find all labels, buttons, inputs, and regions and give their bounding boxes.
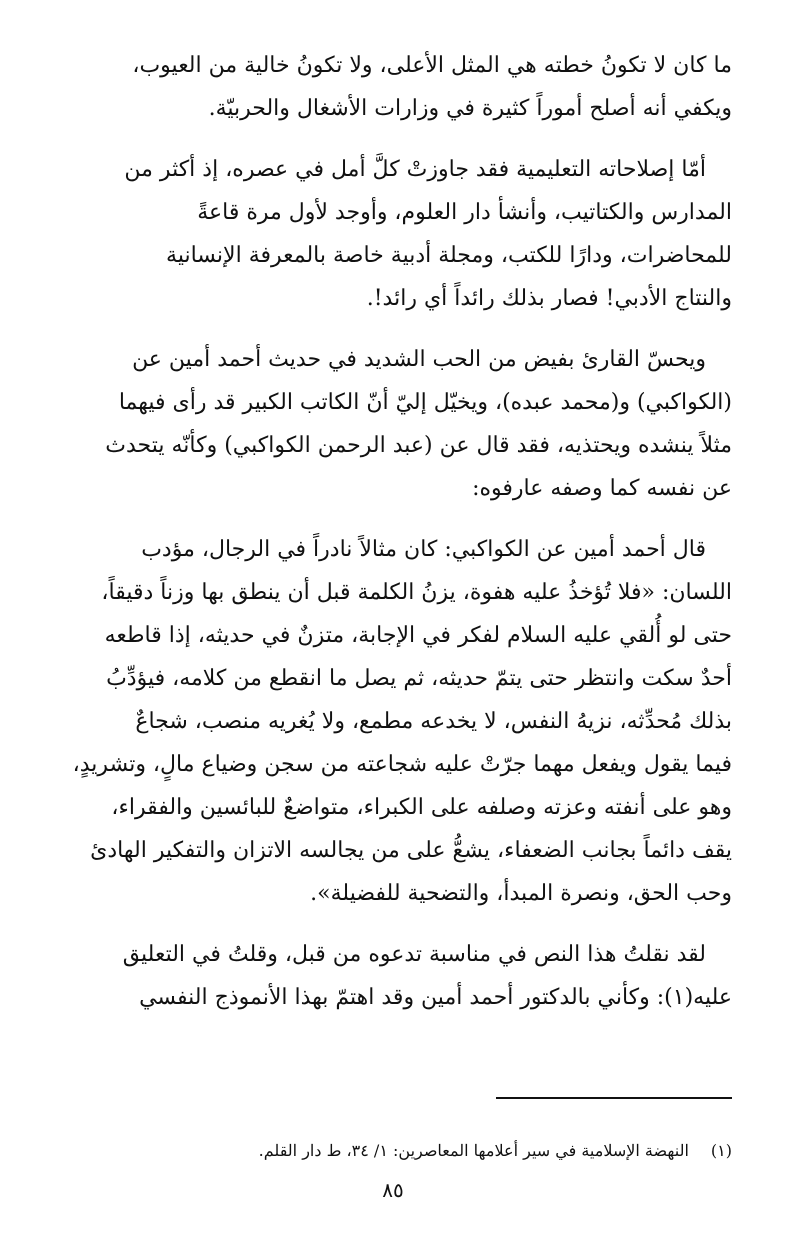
paragraph bbox=[54, 148, 732, 320]
text-line: مثلاً ينشده ويحتذيه، فقد قال عن (عبد الرحمن الكواكبي) وكأنّه يتحدث bbox=[105, 433, 732, 458]
text-line: أمّا إصلاحاته التعليمية فقد جاوزتْ كلَّ أمل في عصره، إذ أكثر من bbox=[124, 157, 706, 182]
footnote-number: (١) bbox=[710, 1141, 732, 1160]
text-line: (الكواكبي) و(محمد عبده)، ويخيّل إليّ أنّ الكاتب الكبير قد رأى فيهما bbox=[118, 390, 732, 415]
text-line: المدارس والكتاتيب، وأنشأ دار العلوم، وأوجد لأول مرة قاعةً bbox=[197, 200, 732, 225]
text-line: اللسان: «فلا تُؤخذُ عليه هفوة، يزنُ الكلمة قبل أن ينطق بها وزناً دقيقاً، bbox=[101, 580, 732, 605]
footnote-divider bbox=[496, 1097, 732, 1099]
text-line: للمحاضرات، ودارًا للكتب، ومجلة أدبية خاصة بالمعرفة الإنسانية bbox=[166, 243, 732, 268]
text-line: عليه(١): وكأني بالدكتور أحمد أمين وقد اهتمّ بهذا الأنموذج النفسي bbox=[139, 985, 732, 1010]
text-line: ويحسّ القارئ بفيض من الحب الشديد في حديث أحمد أمين عن bbox=[132, 347, 706, 372]
page-number: ٨٥ bbox=[382, 1178, 404, 1202]
footnote bbox=[54, 1137, 732, 1165]
text-line: وحب الحق، ونصرة المبدأ، والتضحية للفضيلة». bbox=[310, 881, 732, 906]
text-line: يقف دائماً بجانب الضعفاء، يشعُّ على من يجالسه الاتزان والتفكير الهادئ bbox=[90, 838, 732, 863]
text-line: عن نفسه كما وصفه عارفوه: bbox=[472, 476, 732, 501]
paragraph bbox=[54, 44, 732, 130]
text-line: قال أحمد أمين عن الكواكبي: كان مثالاً نادراً في الرجال، مؤدب bbox=[141, 537, 706, 562]
text-line: فيما يقول ويفعل مهما جرّتْ عليه شجاعته من سجن وضياع مالٍ، وتشريدٍ، bbox=[72, 752, 732, 777]
body-text bbox=[54, 44, 732, 1019]
text-line: ويكفي أنه أصلح أموراً كثيرة في وزارات الأشغال والحربيّة. bbox=[208, 96, 732, 121]
text-line: بذلك مُحدِّثه، نزيهُ النفس، لا يخدعه مطمع، ولا يُغريه منصب، شجاعٌ bbox=[135, 709, 732, 734]
text-line: والنتاج الأدبي! فصار بذلك رائداً أي رائد!. bbox=[366, 286, 732, 311]
text-line: لقد نقلتُ هذا النص في مناسبة تدعوه من قبل، وقلتُ في التعليق bbox=[122, 942, 706, 967]
paragraph bbox=[54, 933, 732, 1019]
text-line: وهو على أنفته وعزته وصلفه على الكبراء، متواضعٌ للبائسين والفقراء، bbox=[111, 795, 732, 820]
text-line: أحدٌ سكت وانتظر حتى يتمّ حديثه، ثم يصل ما انقطع من كلامه، فيؤدِّبُ bbox=[106, 666, 732, 691]
text-line: ما كان لا تكونُ خطته هي المثل الأعلى، ولا تكونُ خالية من العيوب، bbox=[132, 53, 732, 78]
footnote-text: النهضة الإسلامية في سير أعلامها المعاصرين: ١/ ٣٤، ط دار القلم. bbox=[258, 1141, 689, 1160]
text-line: حتى لو أُلقي عليه السلام لفكر في الإجابة، متزنٌ في حديثه، إذا قاطعه bbox=[104, 623, 732, 648]
paragraph bbox=[54, 528, 732, 915]
paragraph bbox=[54, 338, 732, 510]
